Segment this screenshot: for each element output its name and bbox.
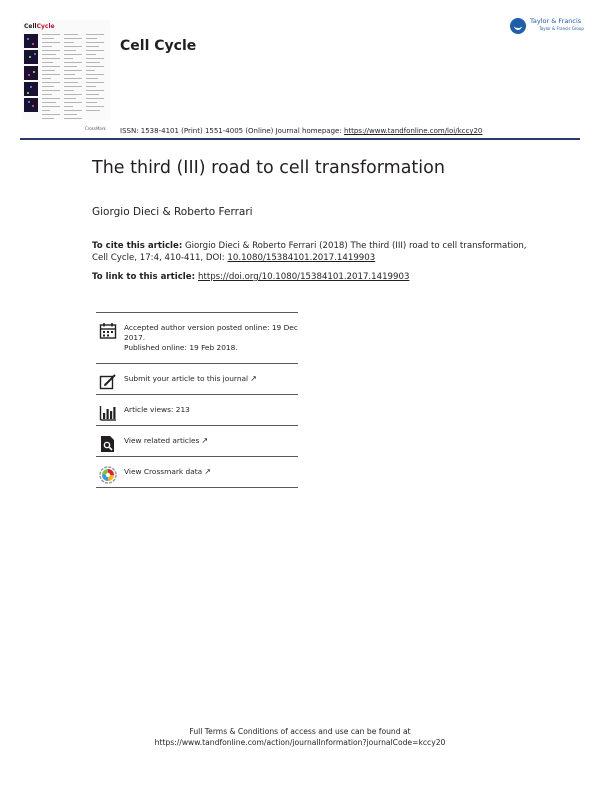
publisher-name: Taylor & Francis	[530, 17, 582, 25]
citation-label: To cite this article:	[92, 241, 183, 251]
issn-text: ISSN: 1538-4101 (Print) 1551-4005 (Online) Journal homepage:	[120, 127, 344, 135]
accepted-date: Accepted author version posted online: 19 Dec 2017.	[124, 323, 298, 342]
publisher-logo-icon	[510, 18, 526, 34]
citation-text: Giorgio Dieci & Roberto Ferrari (2018) The third (III) road to cell transformation, Cell Cycle, 17:4, 410-411, DOI:	[92, 241, 527, 263]
header-divider	[20, 138, 580, 140]
cover-logo: CellCycle	[24, 23, 55, 30]
journal-cover-thumbnail	[22, 20, 110, 120]
edit-icon	[99, 373, 117, 391]
publisher-logo	[510, 16, 582, 38]
submit-article-link[interactable]	[96, 364, 298, 395]
external-link-icon: ↗	[201, 436, 209, 445]
journal-title: Cell Cycle	[120, 38, 197, 54]
calendar-icon	[99, 322, 117, 340]
article-title: The third (III) road to cell transformation	[92, 158, 445, 178]
article-doi-url[interactable]: https://doi.org/10.1080/15384101.2017.1419903	[198, 272, 410, 282]
submit-article-label: Submit your article to this journal	[124, 374, 249, 383]
published-date: Published online: 19 Feb 2018.	[124, 343, 238, 352]
article-link	[92, 272, 409, 282]
citation-doi-link[interactable]: 10.1080/15384101.2017.1419903	[227, 253, 376, 263]
external-link-icon: ↗	[250, 374, 257, 383]
footer-terms-url[interactable]: https://www.tandfonline.com/action/journalInformation?journalCode=kccy20	[154, 738, 446, 747]
footer-terms: Full Terms & Conditions of access and use can be found at	[189, 727, 411, 736]
article-info-box	[96, 312, 298, 488]
bar-chart-icon	[99, 404, 117, 422]
article-views	[96, 395, 298, 426]
crossmark-link[interactable]	[96, 457, 298, 488]
footer	[0, 726, 600, 748]
citation	[92, 240, 532, 264]
issn-line	[120, 127, 482, 135]
document-search-icon	[99, 435, 117, 453]
publication-dates	[96, 312, 298, 364]
article-link-label: To link to this article:	[92, 272, 199, 282]
external-link-icon: ↗	[204, 467, 211, 476]
related-articles-link[interactable]	[96, 426, 298, 457]
crossmark-label: View Crossmark data	[124, 467, 203, 476]
article-authors: Giorgio Dieci & Roberto Ferrari	[92, 206, 253, 218]
crossmark-icon	[99, 466, 117, 484]
crossmark-badge[interactable]: CrossMark	[85, 126, 106, 131]
cover-images	[24, 34, 38, 114]
journal-homepage-link[interactable]: https://www.tandfonline.com/loi/kccy20	[343, 127, 483, 135]
related-articles-label: View related articles	[124, 436, 200, 445]
publisher-subname: Taylor & Francis Group	[539, 26, 584, 31]
article-views-label: Article views: 213	[124, 405, 190, 414]
